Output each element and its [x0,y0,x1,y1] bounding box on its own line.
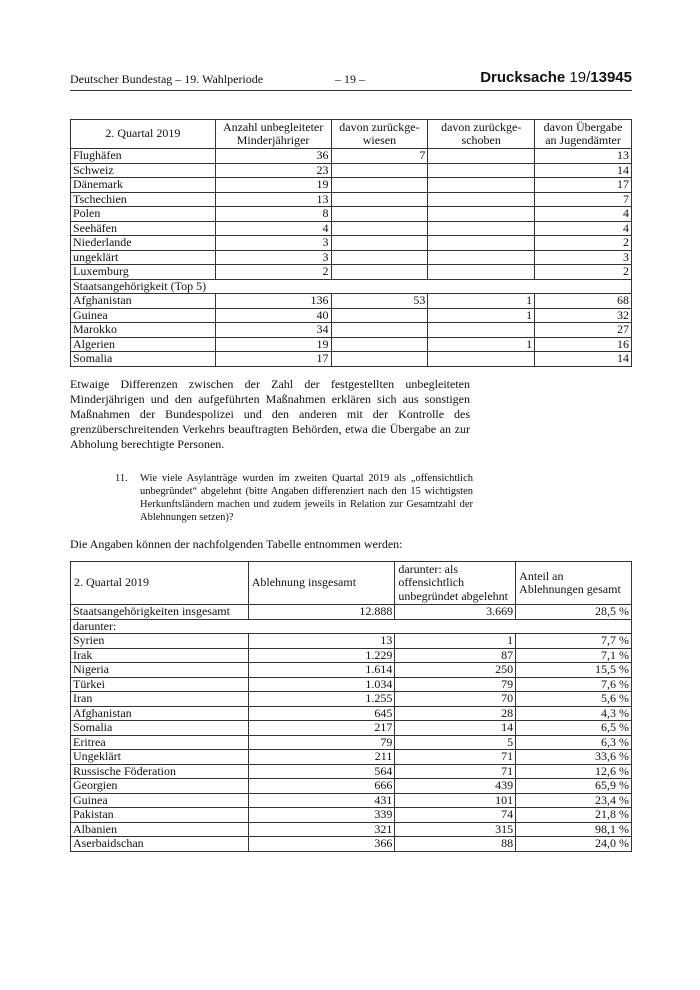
row-label: Guinea [71,793,249,808]
row-label: Afghanistan [71,706,249,721]
table-row [71,207,632,222]
cell: 8 [215,207,331,222]
column-header: Anzahl unbegleiteter Minderjähriger [215,120,331,149]
cell: 12,6 % [516,764,632,779]
row-label: Luxemburg [71,265,216,280]
table-row [71,337,632,352]
cell [331,163,428,178]
cell: 40 [215,308,331,323]
cell: 74 [395,808,516,823]
cell: 4 [535,207,632,222]
column-header: darunter: als offensichtlich unbegründet abgelehnt [395,562,516,605]
subheader-row [71,619,632,634]
cell: 321 [248,822,395,837]
row-label: Georgien [71,779,249,794]
cell: 70 [395,692,516,707]
cell: 217 [248,721,395,736]
cell: 431 [248,793,395,808]
cell: 34 [215,323,331,338]
row-label: Marokko [71,323,216,338]
cell [428,221,535,236]
cell: 13 [215,192,331,207]
cell: 3 [215,250,331,265]
table-row [71,721,632,736]
cell: 4 [535,221,632,236]
row-label: Dänemark [71,178,216,193]
cell: 19 [215,178,331,193]
cell [428,236,535,251]
cell: 71 [395,764,516,779]
row-label: Eritrea [71,735,249,750]
table-row [71,779,632,794]
cell: 564 [248,764,395,779]
page-number: – 19 – [335,72,365,86]
cell: 28,5 % [516,605,632,620]
table-row [71,764,632,779]
cell [428,207,535,222]
row-label: Guinea [71,308,216,323]
table-row [71,663,632,678]
cell: 666 [248,779,395,794]
cell: 439 [395,779,516,794]
row-label: Iran [71,692,249,707]
cell: 6,5 % [516,721,632,736]
cell: 7,1 % [516,648,632,663]
cell [428,149,535,164]
table-row [71,323,632,338]
section-label: Staatsangehörigkeit (Top 5) [71,279,632,294]
cell [331,236,428,251]
header-rule [70,90,632,91]
table-row [71,221,632,236]
row-label: Schweiz [71,163,216,178]
column-header: 2. Quartal 2019 [71,120,216,149]
table-row [71,692,632,707]
cell: 71 [395,750,516,765]
cell: 79 [248,735,395,750]
cell: 23 [215,163,331,178]
document-number-prefix: 19/ [569,69,591,86]
cell [331,178,428,193]
cell: 1 [395,634,516,649]
table-row [71,808,632,823]
row-label: Tschechien [71,192,216,207]
cell: 339 [248,808,395,823]
cell [331,207,428,222]
row-label: Aserbaidschan [71,837,249,852]
question-text: Wie viele Asylanträge wurden im zweiten Quartal 2019 als „offensichtlich unbegründet“ abgelehnt (bitte Angaben differenziert nach den 15 wichtigsten Herkunftsländern machen und zudem jeweils in Relation zur Gesamtzahl der Ablehnungen setzen)? [140,473,473,523]
question-block [115,472,473,524]
cell: 1 [428,308,535,323]
column-header: 2. Quartal 2019 [71,562,249,605]
cell: 315 [395,822,516,837]
row-label: ungeklärt [71,250,216,265]
section-row [71,279,632,294]
cell: 101 [395,793,516,808]
table-row [71,750,632,765]
cell: 1 [428,337,535,352]
cell: 15,5 % [516,663,632,678]
cell: 24,0 % [516,837,632,852]
cell: 250 [395,663,516,678]
cell: 14 [535,163,632,178]
cell: 14 [395,721,516,736]
row-label: Algerien [71,337,216,352]
column-header: Ablehnung insgesamt [248,562,395,605]
cell: 23,4 % [516,793,632,808]
page-header [70,69,632,90]
cell: 12.888 [248,605,395,620]
rejections-table [70,561,632,852]
row-label: Irak [71,648,249,663]
row-label: Türkei [71,677,249,692]
cell [428,323,535,338]
cell: 2 [215,265,331,280]
cell: 1.614 [248,663,395,678]
question-number: 11. [115,473,128,484]
table-row [71,648,632,663]
subheader-label: darunter: [71,619,632,634]
table-row [71,837,632,852]
column-header: davon zurückge-wiesen [331,120,428,149]
cell: 211 [248,750,395,765]
row-label: Somalia [71,352,216,367]
cell: 5 [395,735,516,750]
cell: 53 [331,294,428,309]
table-row [71,149,632,164]
cell: 32 [535,308,632,323]
cell: 68 [535,294,632,309]
table-row [71,706,632,721]
table-row [71,178,632,193]
cell: 17 [535,178,632,193]
document-label: Drucksache [480,69,566,86]
table-row [71,250,632,265]
cell: 33,6 % [516,750,632,765]
cell [331,265,428,280]
cell [428,163,535,178]
table-row [71,634,632,649]
cell: 1.255 [248,692,395,707]
cell: 366 [248,837,395,852]
cell: 16 [535,337,632,352]
total-row [71,605,632,620]
header-publication: Deutscher Bundestag – 19. Wahlperiode [70,72,264,86]
cell: 645 [248,706,395,721]
cell: 3 [535,250,632,265]
cell: 98,1 % [516,822,632,837]
table-row [71,192,632,207]
table-row [71,677,632,692]
document-number [480,69,632,86]
cell: 7 [535,192,632,207]
table-row [71,735,632,750]
cell [331,323,428,338]
cell: 2 [535,265,632,280]
row-label: Syrien [71,634,249,649]
cell [331,337,428,352]
cell: 13 [248,634,395,649]
table-row [71,265,632,280]
row-label: Somalia [71,721,249,736]
cell: 88 [395,837,516,852]
cell [428,352,535,367]
minors-table [70,119,632,367]
cell: 21,8 % [516,808,632,823]
column-header: Anteil an Ablehnungen gesamt [516,562,632,605]
cell: 36 [215,149,331,164]
table-header-row [71,120,632,149]
row-label: Afghanistan [71,294,216,309]
cell: 7,7 % [516,634,632,649]
cell: 79 [395,677,516,692]
cell: 27 [535,323,632,338]
column-header: davon Übergabe an Jugendämter [535,120,632,149]
cell [428,265,535,280]
cell: 7 [331,149,428,164]
column-header: davon zurückge-schoben [428,120,535,149]
cell [331,308,428,323]
cell: 2 [535,236,632,251]
row-label: Flughäfen [71,149,216,164]
row-label: Polen [71,207,216,222]
table-row [71,308,632,323]
answer-intro: Die Angaben können der nachfolgenden Tabelle entnommen werden: [70,537,403,551]
row-label: Albanien [71,822,249,837]
cell: 1 [428,294,535,309]
table-row [71,236,632,251]
row-label: Pakistan [71,808,249,823]
cell: 87 [395,648,516,663]
cell: 1.229 [248,648,395,663]
table-row [71,793,632,808]
cell: 4,3 % [516,706,632,721]
cell: 1.034 [248,677,395,692]
explanation-paragraph: Etwaige Differenzen zwischen der Zahl der festgestellten unbegleiteten Minderjährigen und den aufgeführten Maßnahmen erklären sich aus sonstigen Maßnahmen der Bundespolizei und den anderen mit der Kontrolle des grenzüberschreitenden Verkehrs beauftragten Behörden, etwa die Übergabe an zur Abholung berechtigte Personen. [70,377,470,451]
row-label: Niederlande [71,236,216,251]
cell [331,352,428,367]
cell [331,192,428,207]
cell: 28 [395,706,516,721]
table-row [71,352,632,367]
cell [428,178,535,193]
cell: 19 [215,337,331,352]
cell: 14 [535,352,632,367]
cell [428,250,535,265]
cell: Staatsangehörigkeiten insgesamt [71,605,249,620]
cell [331,250,428,265]
table-row [71,822,632,837]
row-label: Ungeklärt [71,750,249,765]
row-label: Russische Föderation [71,764,249,779]
cell: 6,3 % [516,735,632,750]
table-header-row [71,562,632,605]
cell: 65,9 % [516,779,632,794]
cell: 5,6 % [516,692,632,707]
row-label: Nigeria [71,663,249,678]
row-label: Seehäfen [71,221,216,236]
table-row [71,163,632,178]
table-row [71,294,632,309]
cell: 13 [535,149,632,164]
cell: 17 [215,352,331,367]
cell: 136 [215,294,331,309]
cell: 7,6 % [516,677,632,692]
cell [428,192,535,207]
cell [331,221,428,236]
cell: 3 [215,236,331,251]
document-number-main: 13945 [590,69,632,86]
cell: 4 [215,221,331,236]
cell: 3.669 [395,605,516,620]
